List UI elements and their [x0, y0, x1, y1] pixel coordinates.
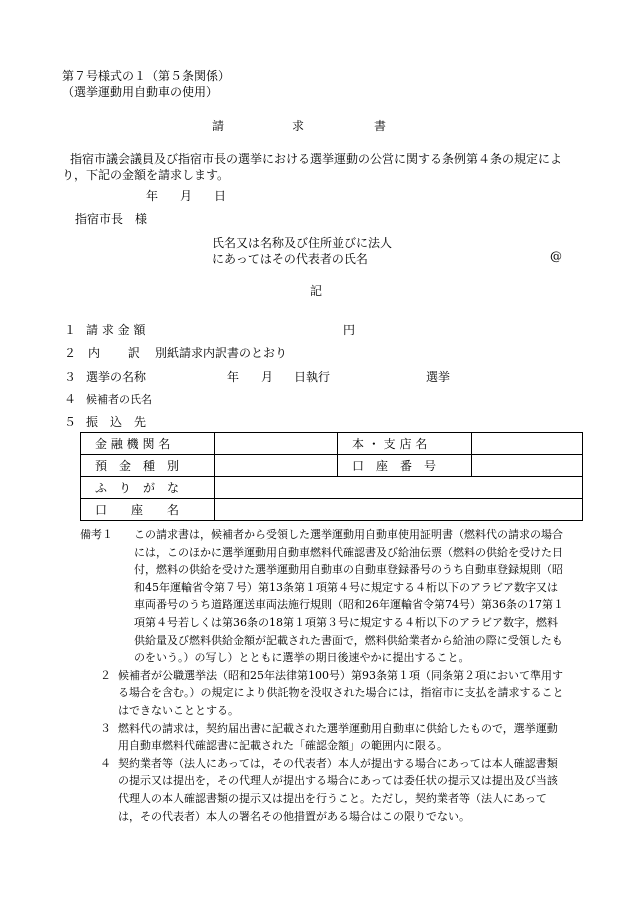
item-3-year: 年 — [227, 370, 240, 384]
item-3-month: 月 — [261, 370, 274, 384]
note-3 — [80, 720, 568, 755]
note-text: 契約業者等（法人にあっては，その代表者）本人が提出する場合にあっては本人確認書類の提示又は提出を，その代理人が提出する場合にあっては委任状の提示又は提出及び当該代理人の本人確認書類の提示又は提出を行うこと。ただし，契約業者等（法人にあっては，その代表者）本人の署名その他措置がある場合はこの限りでない。 — [118, 756, 558, 823]
note-1 — [80, 526, 568, 667]
title-char-3: 書 — [374, 119, 387, 133]
item-5-label: 振 込 先 — [86, 415, 147, 429]
bank-name-value[interactable] — [215, 433, 338, 455]
item-3-election: 選挙 — [426, 370, 451, 384]
date-year: 年 — [146, 189, 159, 203]
note-text: 燃料代の請求は，契約届出書に記載された選挙運動用自動車に供給したもので，選挙運動用自動車燃料代確認書に記載された「確認金額」の範囲内に限る。 — [118, 721, 558, 753]
furigana-label: ふ り が な — [81, 477, 215, 499]
notes — [80, 526, 568, 825]
addressee: 指宿市長 様 — [75, 212, 148, 226]
item-3-label: 選挙の名称 — [86, 370, 147, 384]
date-day: 日 — [214, 189, 227, 203]
deposit-type-value[interactable] — [215, 455, 338, 477]
item-4-label: 候補者の氏名 — [86, 393, 152, 406]
note-prefix: 備考１ — [80, 528, 113, 541]
applicant-line-2: にあってはその代表者の氏名 — [212, 252, 368, 266]
item-2-label: 内 訳 — [88, 346, 140, 360]
item-4-num: ４ — [64, 392, 77, 406]
item-5-num: ５ — [64, 415, 77, 429]
date-month: 月 — [180, 189, 193, 203]
ki-heading: 記 — [310, 284, 323, 298]
form-number: 第７号様式の１（第５条関係） — [62, 69, 231, 83]
bank-name-label: 金 融 機 関 名 — [81, 433, 215, 455]
applicant-line-1: 氏名又は名称及び住所並びに法人 — [212, 236, 393, 250]
seal-mark: @ — [550, 249, 562, 263]
item-3-num: ３ — [64, 370, 77, 384]
branch-label: 本 ・ 支 店 名 — [338, 433, 472, 455]
item-3-day-exec: 日執行 — [294, 370, 331, 384]
note-number: ３ — [100, 721, 111, 735]
item-1-unit: 円 — [343, 323, 356, 337]
intro-line-1: 指宿市議会議員及び指宿市長の選挙における選挙運動の公営に関する条例第４条の規定によ — [70, 152, 563, 166]
bank-table — [80, 432, 583, 521]
intro-line-2: り，下記の金額を請求します。 — [62, 168, 230, 182]
note-2 — [80, 667, 568, 720]
note-number: ４ — [100, 756, 111, 770]
branch-value[interactable] — [472, 433, 583, 455]
form-subtitle: （選挙運動用自動車の使用） — [62, 85, 219, 99]
item-2-num: ２ — [64, 346, 77, 360]
deposit-type-label: 預 金 種 別 — [81, 455, 215, 477]
account-number-value[interactable] — [472, 455, 583, 477]
note-text: 候補者が公職選挙法（昭和25年法律第100号）第93条第１項（同条第２項において準用する場合を含む。）の規定により供託物を没収された場合には，指宿市に支払を請求することはできないこととする。 — [118, 668, 564, 717]
note-text: この請求書は，候補者から受領した選挙運動用自動車使用証明書（燃料代の請求の場合には，このほかに選挙運動用自動車燃料代確認書及び給油伝票（燃料の供給を受けた日付，燃料の供給を受けた選挙運動用自動車の自動車登録番号のうち自動車登録規則（昭和45年運輸省令第７号）第13条第１項第４号に規定する４桁以下のアラビア数字又は車両番号のうち道路運送車両法施行規則（昭和26年運輸省令第74号）第36条の17第１項第４号若しくは第36条の18第１項第３号に規定する４桁以下のアラビア数字，燃料供給量及び燃料供給金額が記載された書面で，燃料供給業者から給油の際に受領したものをいう。）の写し）とともに選挙の期日後速やかに提出すること。 — [134, 528, 564, 665]
note-4 — [80, 755, 568, 825]
account-name-value[interactable] — [215, 499, 583, 521]
account-number-label: 口 座 番 号 — [338, 455, 472, 477]
item-1-num: １ — [64, 323, 77, 337]
item-2-value: 別紙請求内訳書のとおり — [155, 346, 288, 360]
note-number: ２ — [100, 668, 111, 682]
furigana-value[interactable] — [215, 477, 583, 499]
title-char-1: 請 — [212, 119, 225, 133]
item-1-label: 請 求 金 額 — [86, 323, 146, 337]
title-char-2: 求 — [292, 119, 305, 133]
account-name-label: 口 座 名 — [81, 499, 215, 521]
